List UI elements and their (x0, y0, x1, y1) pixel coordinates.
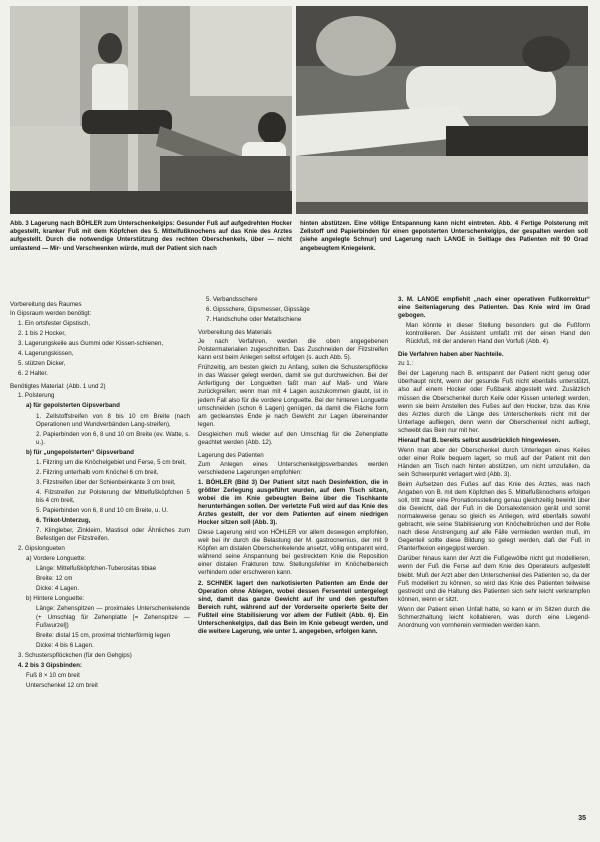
paragraph: Bei der Lagerung nach B. entspannt der Patient nicht genug oder überhaupt nicht, wenn der gesunde Fuß nicht ebenfalls unterstützt, also auf einem Hocker oder Fußbank abgestellt wird. Zusätzlich müssen die Oberschenkel durch Keile oder Kissen unterlegt werden, wenn sie beim Anstellen des Fußes auf den Hocker, bzw. das Knie des Arztes durch die Länge des Unterschenkels nicht mit der Unterlage aufliegen, denn wenn der Oberschenkel nicht aufliegt, schwebt das Bein nur mit her. (398, 370, 590, 434)
paragraph: Dicke: 4 bis 6 Lagen. (36, 641, 94, 649)
paragraph: 4. 2 bis 3 Gipsbinden: (18, 661, 82, 669)
paragraph: In Gipsraum werden benötigt: (10, 310, 92, 318)
paragraph: 7. Handschuhe oder Metallschiene (206, 316, 302, 324)
paragraph: zu 1.: (398, 360, 414, 368)
photo-lagerung-lange (296, 6, 588, 214)
paragraph: 1. Ein ortsfester Gipstisch, (18, 320, 91, 328)
paragraph: Lagerung des Patienten (198, 451, 264, 459)
paragraph: 3. Schusterspflöckchen (für den Gehgips) (18, 651, 132, 659)
text-column-2 (198, 296, 388, 638)
paragraph: Wenn man aber der Oberschenkel durch Unterlegen eines Keiles oder einer Rolle bequem lagert, so muß auf der Patient mit den Händen am Tisch nach hinten abstützen, um nicht umzufallen, da sein Schwerpunkt verlagert wird (Abb. 3). (398, 446, 590, 478)
paragraph: 2. Papierbinden von 6, 8 und 10 cm Breite (ev. Watte, s. u.). (36, 430, 190, 446)
paragraph: 2. Filzring unterhalb vom Knöchel 6 cm breit, (36, 468, 159, 476)
paragraph: 5. stützen Dicker, (18, 360, 66, 368)
paragraph: 6. 2 Halter. (18, 370, 48, 378)
paragraph: 4. Filzstreifen zur Polsterung der Mittelfußköpfchen 5 bis 4 cm breit, (36, 488, 190, 504)
paragraph: Wenn der Patient einen Unfall hatte, so kann er im Sitzen durch die Schmerzhaltung leicht kollabieren, was durch eine Liegend-Anordnung von vornherein vermieden werden kann. (398, 605, 590, 629)
paragraph: 7. Klingleber, Zinkleim, Mastisol oder Ähnliches zum Befestigen der Filzstreifen. (36, 527, 190, 543)
paragraph: Man könnte in dieser Stellung besonders gut die Fußform kontrollieren. Der Assistent umfaßt mit der einen Hand den Rückfuß, mit der anderen Hand den Vorfuß (Abb. 4). (406, 322, 590, 346)
paragraph: 3. M. LANGE empfiehlt „nach einer operativen Fußkorrektur“ eine Seitenlagerung des Patienten. Das Knie wird im Grad gebogen. (398, 296, 590, 320)
paragraph: Benötigtes Material: (Abb. 1 und 2) (10, 383, 106, 391)
paragraph: 1. BÖHLER (Bild 3) Der Patient sitzt nach Desinfektion, die in größter Zerlegung ausgeführt wurden, auf dem Tisch sitzen, wobei die im Knie gebeugten Beine über die Tischkante herunterhängen sollen. Der verletzte Fuß wird auf das Knie des Arztes gestellt, der vor dem Patienten auf einem niedrigen Hocker sitzen soll (Abb. 3). (198, 478, 388, 527)
paragraph: 2. 1 bis 2 Hocker, (18, 330, 66, 338)
paragraph: Fuß 8 × 10 cm breit (26, 671, 80, 679)
paragraph: Die Verfahren haben aber Nachteile. (398, 351, 504, 359)
paragraph: 6. Gipsschere, Gipsmesser, Gipssäge (206, 306, 310, 314)
paragraph: 3. Lagerungskeile aus Gummi oder Kissen-schienen, (18, 340, 164, 348)
paragraph: Beim Aufsetzen des Fußes auf das Knie des Arztes, was nach Angaben von B. mit dem Köpfchen des 5. Mittelfußknochens erfolgen soll, tritt zwar eine Pronationsstellung genau gleichzeitig bewirkt über die Gewicht, daß der Fuß in die Dorsalextension gerät und somit normaleweise genau so gleich es Anliegen, wird ebenfalls sowohl gebracht, wie seine Stabilisierung von Knöchelbrüchen und der Rolle nach diese Anstrengung auf alle Fälle vermieden werden muß, im Gegenteil sollte diese Bildung so gelegt werden, daß der Fuß in Planterflexion eingegipst werden. (398, 480, 590, 553)
text-column-3 (398, 296, 590, 632)
paragraph: Unterschenkel 12 cm breit (26, 681, 98, 689)
page-number: 35 (578, 815, 586, 822)
paragraph: Vorbereitung des Materials (198, 329, 272, 337)
photo-image-right (296, 6, 588, 214)
caption-abb-4: hinten abstützen. Eine völlige Entspannung kann nicht eintreten. Abb. 4 Fertige Polsterung mit Zellstoff und Papierbinden für einen gepolsterten Unterschenkelgips, der gespalten werden soll (siehe angelegte Schnur) und Lagerung nach LANGE in Seitlage des Patienten mit 90 Grad angebeugtem Kniegelenk. (300, 220, 588, 252)
photo-image-left (10, 6, 292, 214)
paragraph: 5. Verbandsschere (206, 296, 258, 303)
paragraph: Breite: distal 15 cm, proximal trichterförmig legen (36, 631, 171, 639)
paragraph: Breite: 12 cm (36, 575, 73, 583)
paragraph: Hierauf hat B. bereits selbst ausdrücklich hingewiesen. (398, 436, 561, 444)
paragraph: a) für gepolsterten Gipsverband (26, 402, 120, 410)
paragraph: 2. Gipslongueten (18, 545, 65, 553)
photo-lagerung-boehler (10, 6, 292, 214)
paragraph: b) Hintere Longuette: (26, 595, 85, 603)
paragraph: 1. Zellstoffstreifen von 8 bis 10 cm Breite (nach Operationen und Wundverbänden Lang-streifen), (36, 412, 190, 428)
paragraph: 3. Filzstreifen über der Schienbeinkante 3 cm breit, (36, 478, 176, 486)
paragraph: Darüber hinaus kann der Arzt die Fußgewölbe nicht gut modellieren, wenn der Fuß die Ferse auf dem Knie des Operateurs aufgestellt bleibt. Muß der Arzt aber den Unterschenkel des Patienten so, da der Fuß modelliert zu können, so wird das Knie des Patienten teilweise gestreckt und die Haltung des Patienten sich sehr leicht verkrampfen können, wenn er sitzt. (398, 555, 590, 603)
paragraph: Länge: Mittelfußköpfchen-Tuberositas tibiae (36, 565, 157, 573)
text-column-1 (10, 296, 190, 692)
paragraph: Desgleichen muß wieder auf den Umschlag für die Zehenplatte geachtet werden (Abb. 12). (198, 430, 388, 446)
paragraph: b) für „ungepolsterten“ Gipsverband (26, 448, 134, 456)
paragraph: 6. Trikot-Unterzug, (36, 517, 91, 525)
paragraph: 5. Papierbinden von 6, 8 und 10 cm Breite, u. U. (36, 506, 169, 514)
paragraph: 1. Polsterung (18, 392, 55, 400)
paragraph: Je nach Verfahren, werden die oben angegebenen Polstermaterialien zugeschnitten. Das Zuschneiden der Filzstreifen kann erst beim Anlegen selbst erfolgen (s. auch Abb. 5). (198, 338, 388, 362)
caption-abb-3: Abb. 3 Lagerung nach BÖHLER zum Unterschenkelgips: Gesunder Fuß auf aufgedrehten Hocker abgestellt, kranker Fuß mit dem Köpfchen des 5. Mittelfußknochens auf das Knie des Arztes aufgestellt. Durch die notwendige Unterstützung des rechten Oberschenkels, über — nicht umlastend — Mir- und Verschwenken würde, muß der Patient sich nach (10, 220, 292, 252)
paragraph: Zum Anlegen eines Unterschenkelgipsverbandes werden verschiedene Lagerungen empfohlen: (198, 460, 388, 476)
paragraph: Vorbereitung des Raumes (10, 301, 82, 308)
paragraph: Länge: Zehenspitzen — proximales Unterschenkelende (+ Umschlag für Zehenplatte [= Zehenspitze — Fußwurzel]) (36, 605, 190, 629)
paragraph: Dicke: 4 Lagen. (36, 585, 79, 593)
paragraph: 4. Lagerungskissen, (18, 350, 74, 358)
paragraph: Frühzeitig, am besten gleich zu Anfang, sollen die Schusterspflöcke in das Wasser gelegt werden, damit sie gut durchweichen. Bei der Anfertigung der Longuetten faßt man auf Maß- und Ware zurückgreifen; wenn man mit 4 Lagen auszukommen glaubt, ist in jedem Fall also für die vordere Longuette. Bei der hinteren Longuette umschneiden (schon 6 Lagen) genügen, da damit die Fläche form am gecleanstes Ende je nach Gewicht zur Lagen übereinander legen. (198, 364, 388, 428)
paragraph: a) Vordere Longuette: (26, 555, 86, 563)
paragraph: Diese Lagerung wird von HÖHLER vor allem deswegen empfohlen, weil bei ihr durch die Belastung der M. gastrocnemius, der mit 9 Köpfen am distalen Oberschenkelende ansetzt, völlig entspannt wird, während seine Anspannung bei gestrecktem Knie die Reposition einer distalen Frakturen bzw. Stellungsfehler im Knöchelbereich verhindern oder erschweren kann. (198, 529, 388, 577)
paragraph: 2. SCHNEK lagert den narkotisierten Patienten am Ende der Operation ohne Ablegen, wobei dessen Fersenteil untergelegt sind, damit das ganze Gewicht auf ihr und den gestuften Bereich ruht, während auf der Vorderseite operierte Seite der Fußteil eine Stabilisierung vor allem der Fußleit (Abb. 6). Ein Unterschenkelgips, daß das Bein im Knie gebeugt werden, und die weitere Lagerung, wie unter 1. angegeben, erfolgen kann. (198, 579, 388, 635)
paragraph: 1. Filzring um die Knöchelgebiet und Ferse, 5 cm breit, (36, 458, 186, 466)
